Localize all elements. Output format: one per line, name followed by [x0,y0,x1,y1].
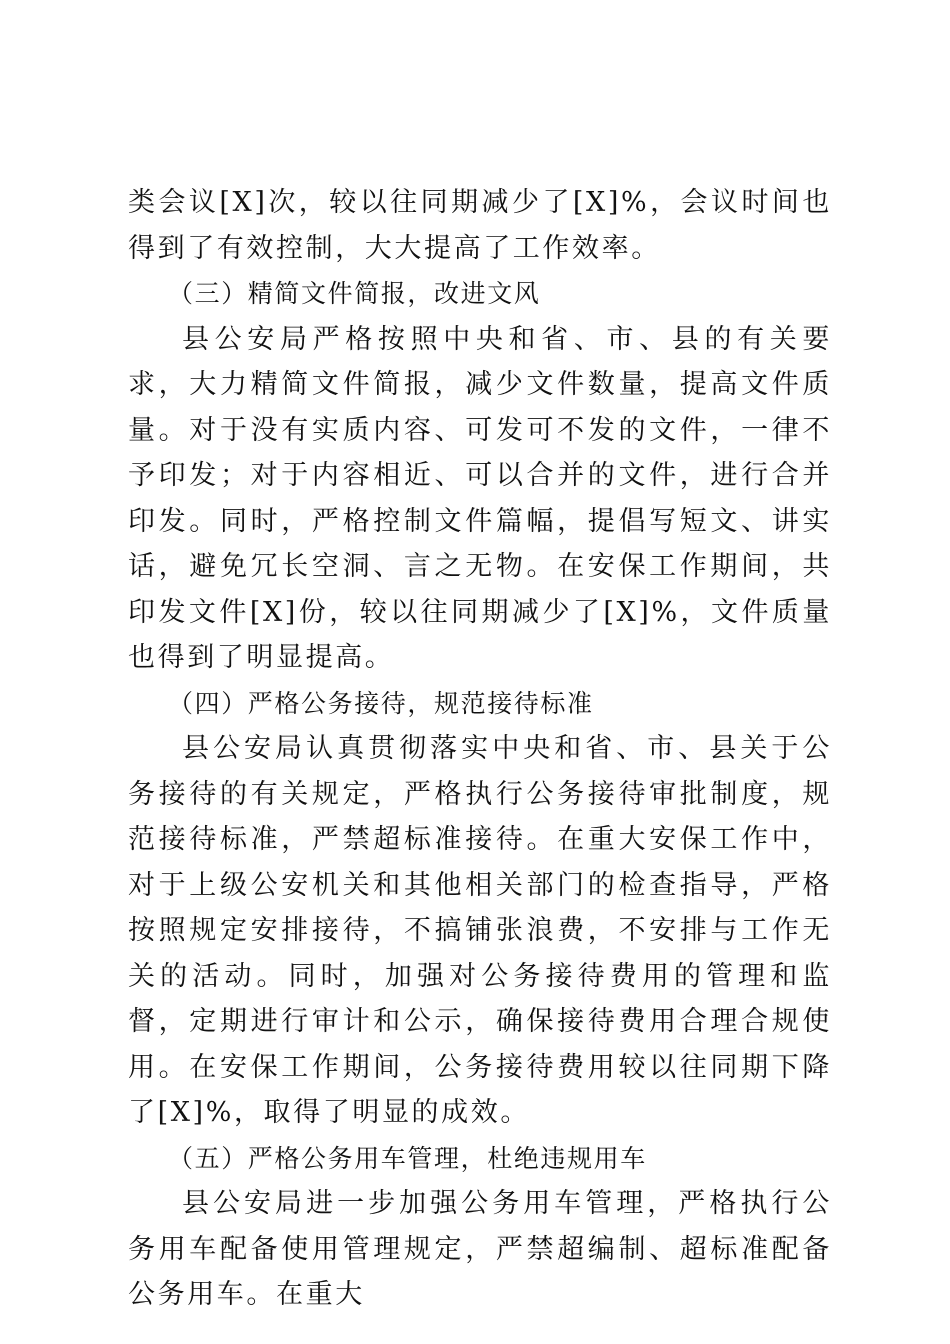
section-heading-5: （五）严格公务用车管理，杜绝违规用车 [168,1143,647,1173]
document-body [128,180,832,1318]
paragraph-official-reception: 县公安局认真贯彻落实中央和省、市、县关于公务接待的有关规定，严格执行公务接待审批制度，规范接待标准，严禁超标准接待。在重大安保工作中，对于上级公安机关和其他相关部门的检查指导，严格按照规定安排接待，不搞铺张浪费，不安排与工作无关的活动。同时，加强对公务接待费用的管理和监督，定期进行审计和公示，确保接待费用合理合规使用。在安保工作期间，公务接待费用较以往同期下降了[X]%，取得了明显的成效。 [128,733,832,1128]
section-heading-3: （三）精简文件简报，改进文风 [168,279,541,308]
section-heading-4: （四）严格公务接待，规范接待标准 [168,688,594,718]
paragraph-meeting-control: 类会议[X]次，较以往同期减少了[X]%，会议时间也得到了有效控制，大大提高了工作效率。 [128,187,832,264]
paragraph-document-streamlining: 县公安局严格按照中央和省、市、县的有关要求，大力精简文件简报，减少文件数量，提高文件质量。对于没有实质内容、可发可不发的文件，一律不予印发；对于内容相近、可以合并的文件，进行合并印发。同时，严格控制文件篇幅，提倡写短文、讲实话，避免冗长空洞、言之无物。在安保工作期间，共印发文件[X]份，较以往同期减少了[X]%，文件质量也得到了明显提高。 [128,323,832,673]
paragraph-vehicle-management: 县公安局进一步加强公务用车管理，严格执行公务用车配备使用管理规定，严禁超编制、超标准配备公务用车。在重大 [128,1188,832,1310]
